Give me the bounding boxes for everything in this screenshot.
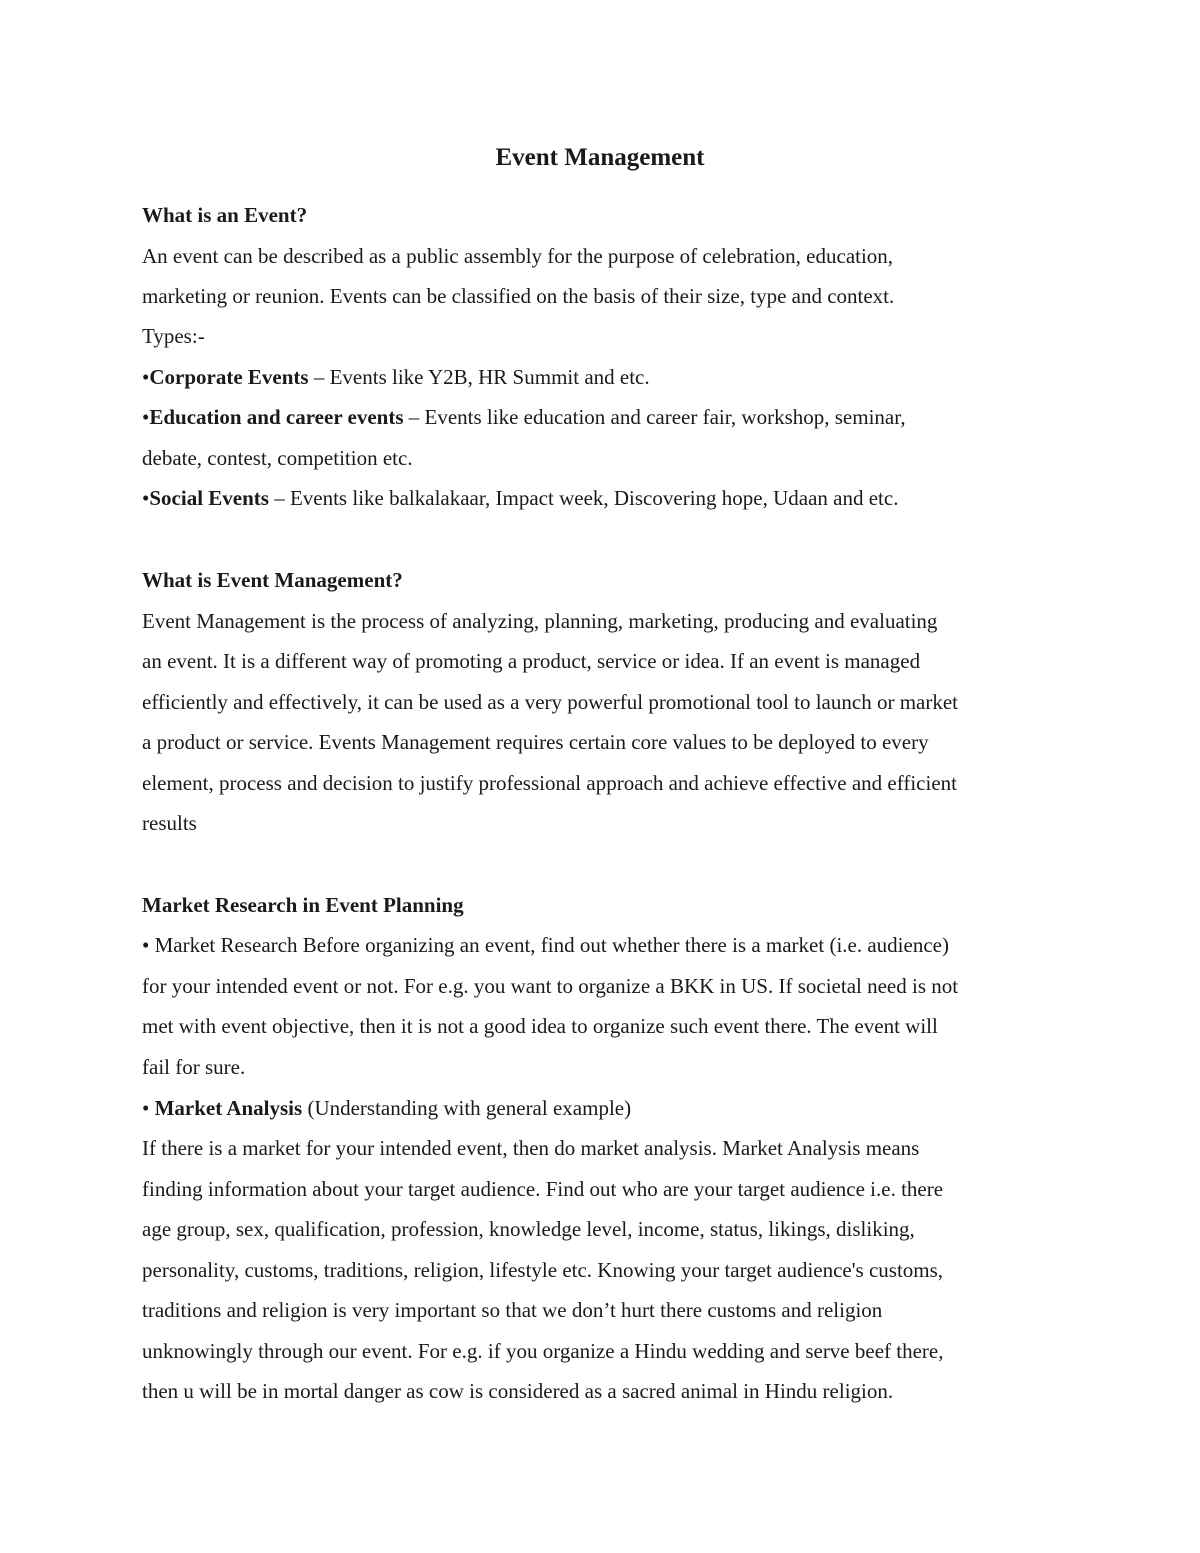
list-item-education-events	[142, 402, 906, 432]
paragraph-line: then u will be in mortal danger as cow is considered as a sacred animal in Hindu religion.	[142, 1379, 894, 1403]
list-item-desc: – Events like Y2B, HR Summit and etc.	[308, 365, 650, 389]
section-heading-what-is-event: What is an Event?	[142, 203, 308, 227]
list-item-desc: – Events like balkalakaar, Impact week, Discovering hope, Udaan and etc.	[268, 486, 899, 510]
document-title: Event Management	[495, 144, 705, 171]
list-item-term: Education and career events	[149, 405, 404, 429]
market-analysis-heading	[142, 1093, 631, 1123]
paragraph-line: a product or service. Events Management requires certain core values to be deployed to every	[142, 730, 929, 754]
paragraph-line: If there is a market for your intended event, then do market analysis. Market Analysis means	[142, 1136, 920, 1160]
paragraph-line: fail for sure.	[142, 1055, 246, 1079]
bullet: •	[142, 486, 150, 510]
paragraph-line: an event. It is a different way of promoting a product, service or idea. If an event is managed	[142, 649, 921, 673]
paragraph-line: An event can be described as a public assembly for the purpose of celebration, education,	[142, 244, 894, 268]
market-analysis-note: (Understanding with general example)	[302, 1096, 632, 1120]
market-analysis-title: Market Analysis	[154, 1096, 303, 1120]
types-label: Types:-	[142, 324, 205, 348]
paragraph-line: • Market Research Before organizing an event, find out whether there is a market (i.e. audience)	[142, 933, 949, 957]
paragraph-line: marketing or reunion. Events can be classified on the basis of their size, type and context.	[142, 284, 895, 308]
list-item-term: Corporate Events	[149, 365, 309, 389]
list-item-term: Social Events	[149, 486, 269, 510]
bullet: •	[142, 365, 150, 389]
paragraph-line: unknowingly through our event. For e.g. if you organize a Hindu wedding and serve beef there,	[142, 1339, 944, 1363]
list-item-social-events	[142, 483, 898, 513]
paragraph-line: results	[142, 811, 197, 835]
paragraph-line: age group, sex, qualification, profession, knowledge level, income, status, likings, disliking,	[142, 1217, 915, 1241]
bullet: •	[142, 405, 150, 429]
section-heading-market-research: Market Research in Event Planning	[142, 893, 464, 917]
paragraph-line: finding information about your target audience. Find out who are your target audience i.e. there	[142, 1177, 944, 1201]
list-item-corporate-events	[142, 362, 650, 392]
paragraph-line: traditions and religion is very important so that we don’t hurt there customs and religion	[142, 1298, 883, 1322]
list-item-desc-continued: debate, contest, competition etc.	[142, 446, 413, 470]
bullet: •	[142, 1096, 155, 1120]
paragraph-line: efficiently and effectively, it can be used as a very powerful promotional tool to launch or market	[142, 690, 958, 714]
paragraph-line: element, process and decision to justify professional approach and achieve effective and efficient	[142, 771, 957, 795]
section-heading-what-is-event-management: What is Event Management?	[142, 568, 403, 592]
paragraph-line: for your intended event or not. For e.g. you want to organize a BKK in US. If societal need is not	[142, 974, 959, 998]
paragraph-line: Event Management is the process of analyzing, planning, marketing, producing and evaluating	[142, 609, 938, 633]
paragraph-line: met with event objective, then it is not a good idea to organize such event there. The event will	[142, 1014, 938, 1038]
paragraph-line: personality, customs, traditions, religion, lifestyle etc. Knowing your target audience's customs,	[142, 1258, 944, 1282]
list-item-desc: – Events like education and career fair, workshop, seminar,	[403, 405, 906, 429]
